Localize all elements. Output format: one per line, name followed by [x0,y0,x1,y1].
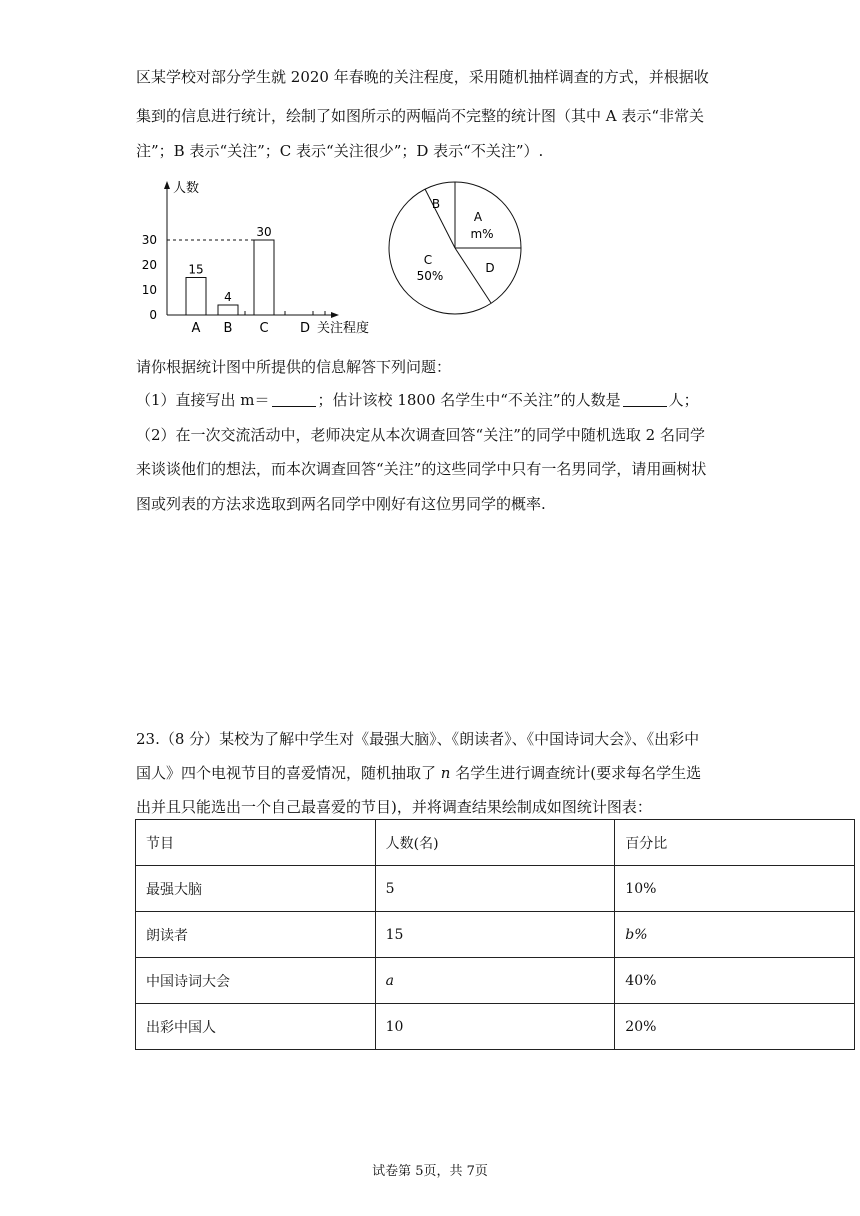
q23-line-2-b: 名学生进行调查统计(要求每名学生选 [455,764,702,782]
table-row [136,866,855,912]
table-row [136,912,855,958]
pie-divider-c [455,248,491,303]
q22-part1-a: （1）直接写出 m＝ [136,391,270,409]
intro-line-2: 集到的信息进行统计，绘制了如图所示的两幅尚不完整的统计图（其中 A 表示“非常关 [136,107,705,125]
q22-part2-line-1: （2）在一次交流活动中，老师决定从本次调查回答“关注”的同学中随机选取 2 名同学 [136,426,705,444]
x-tick-label: C [259,321,269,336]
table-cell: 15 [375,912,615,958]
y-axis-label: 人数 [173,181,200,196]
survey-table [135,819,855,1050]
bar-a [186,278,206,316]
table-cell: a [375,958,615,1004]
pie-label-c: C [423,253,433,267]
page-footer: 试卷第 5页，共 7页 [372,1164,488,1179]
table-cell: 5 [375,866,615,912]
y-axis-arrow [164,181,170,189]
table-cell: 最强大脑 [136,866,376,912]
x-tick-label: B [223,321,233,336]
table-cell: 10% [615,866,855,912]
q22-part1-b: ；估计该校 1800 名学生中“不关注”的人数是 [317,391,621,409]
table-cell: b% [615,912,855,958]
intro-line-1: 区某学校对部分学生就 2020 年春晚的关注程度，采用随机抽样调查的方式，并根据收 [136,68,709,86]
bar-c [254,240,274,315]
q23-line-2 [136,763,701,783]
answer-blank-count[interactable] [623,392,667,407]
header-percent: 百分比 [615,820,855,866]
x-axis-arrow [331,312,339,318]
intro-line-3: 注”；B 表示“关注”；C 表示“关注很少”；D 表示“不关注”）. [136,142,544,160]
q22-part1-c: 人； [668,391,699,409]
x-axis-label: 关注程度 [317,321,370,336]
q23-line-2-a: 国人》四个电视节目的喜爱情况，随机抽取了 [136,764,437,782]
q23-line-3: 出并且只能选出一个自己最喜爱的节目)，并将调查结果绘制成如图统计图表： [136,798,652,816]
table-cell: 20% [615,1004,855,1050]
y-tick-label: 30 [141,233,157,247]
answer-blank-m[interactable] [272,392,316,407]
header-program: 节目 [136,820,376,866]
y-tick-label: 20 [141,258,157,272]
variable-n: n [440,764,451,782]
pie-label-c-value: 50% [416,269,444,283]
q22-prompt: 请你根据统计图中所提供的信息解答下列问题： [136,358,452,376]
table-cell: 朗读者 [136,912,376,958]
bar-value-label: 4 [224,290,232,304]
pie-label-d: D [485,261,495,275]
header-count: 人数(名) [375,820,615,866]
bar-b [218,305,238,315]
q22-part1 [136,390,699,410]
pie-label-b: B [431,197,441,211]
pie-label-a-value: m% [470,227,494,241]
table-cell: 出彩中国人 [136,1004,376,1050]
y-tick-label: 0 [149,308,157,322]
q22-part2-line-3: 图或列表的方法求选取到两名同学中刚好有这位男同学的概率. [136,495,546,513]
table-row [136,1004,855,1050]
pie-chart [385,178,525,318]
q23-line-1: 23.（8 分）某校为了解中学生对《最强大脑》、《朗读者》、《中国诗词大会》、《出彩中 [136,730,700,748]
table-cell: 10 [375,1004,615,1050]
table-header-row [136,820,855,866]
table-row [136,958,855,1004]
pie-label-a: A [473,210,483,224]
y-tick-label: 10 [141,283,157,297]
table-cell: 40% [615,958,855,1004]
bar-value-label: 15 [188,262,204,277]
x-tick-label: A [191,321,201,336]
q22-part2-line-2: 来谈谈他们的想法，而本次调查回答“关注”的这些同学中只有一名男同学，请用画树状 [136,460,707,478]
bar-chart [135,175,385,345]
x-tick-label: D [299,321,311,336]
table-cell: 中国诗词大会 [136,958,376,1004]
bar-value-label: 30 [256,225,272,239]
